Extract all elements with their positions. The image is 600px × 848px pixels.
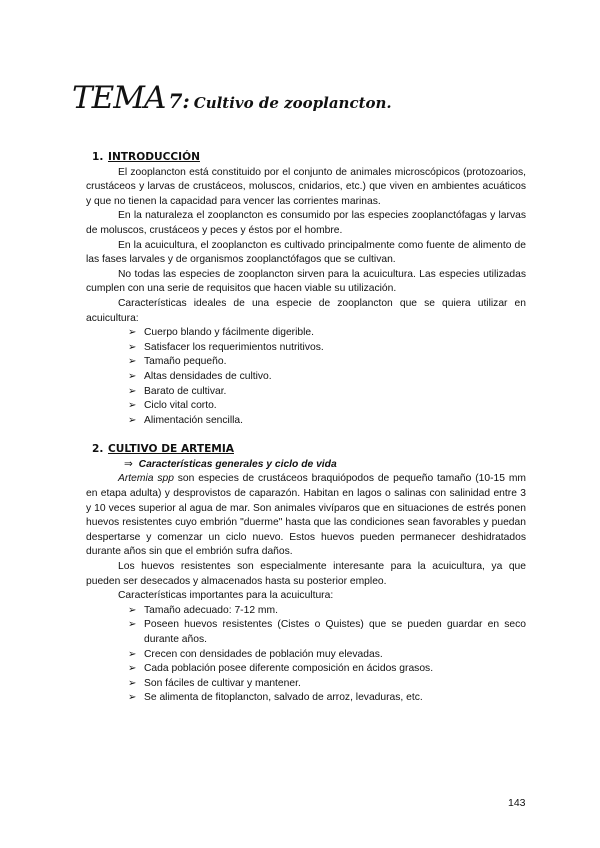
list-item: ➢ Tamaño adecuado: 7-12 mm.: [128, 604, 526, 619]
arrowhead-icon: ➢: [128, 677, 137, 689]
section-1-title: INTRODUCCIÓN: [108, 151, 200, 163]
paragraph: Los huevos resistentes son especialmente interesante para la acuicultura, ya que pueden ser desecados y almacenados hasta su posterior empleo.: [86, 561, 526, 587]
list-item: ➢ Se alimenta de fitoplancton, salvado de arroz, levaduras, etc.: [128, 691, 526, 706]
arrowhead-icon: ➢: [128, 370, 137, 382]
arrowhead-icon: ➢: [128, 619, 137, 631]
page-title: [72, 80, 392, 116]
title-subtitle: Cultivo de zooplancton.: [193, 94, 392, 112]
section-2-heading: [92, 442, 526, 457]
title-main: TEMA: [72, 80, 166, 116]
species-name: Artemia spp: [118, 473, 174, 485]
list-item: ➢ Cuerpo blando y fácilmente digerible.: [128, 326, 526, 341]
arrowhead-icon: ➢: [128, 356, 137, 368]
paragraph: Características ideales de una especie de zooplancton que se quiera utilizar en acuicultura:: [86, 297, 526, 324]
list-item: ➢ Poseen huevos resistentes (Cistes o Quistes) que se pueden guardar en seco durante años.: [128, 619, 526, 645]
arrowhead-icon: ➢: [128, 414, 137, 426]
document-body: [86, 150, 526, 706]
list-item: ➢ Altas densidades de cultivo.: [128, 370, 526, 385]
page-number: 143: [508, 797, 526, 809]
arrowhead-icon: ➢: [128, 400, 137, 412]
list-item: ➢ Barato de cultivar.: [128, 385, 526, 400]
subsection-heading: [86, 458, 526, 473]
double-arrow-icon: ⇒: [124, 458, 133, 470]
list-item: ➢ Son fáciles de cultivar y mantener.: [128, 677, 526, 692]
list-item: ➢ Satisfacer los requerimientos nutritivos.: [128, 341, 526, 356]
arrowhead-icon: ➢: [128, 327, 137, 339]
list-item: ➢ Tamaño pequeño.: [128, 355, 526, 370]
list-item: ➢ Ciclo vital corto.: [128, 399, 526, 414]
section-2-title: CULTIVO DE ARTEMIA: [108, 443, 234, 456]
list-item: ➢ Cada población posee diferente composición en ácidos grasos.: [128, 662, 526, 677]
arrowhead-icon: ➢: [128, 663, 137, 675]
list-item: ➢ Crecen con densidades de población muy elevadas.: [128, 648, 526, 663]
artemia-characteristics-list: [86, 604, 526, 706]
arrowhead-icon: ➢: [128, 692, 137, 704]
section-1-number: 1.: [92, 151, 104, 163]
paragraph: En la naturaleza el zooplancton es consumido por las especies zooplanctófagas y larvas de moluscos, crustáceos y peces y éstos por el hombre.: [86, 210, 526, 236]
paragraph: En la acuicultura, el zooplancton es cultivado principalmente como fuente de alimento de las fases larvales y de organismos zooplanctófagos que se cultivan.: [86, 239, 526, 266]
arrowhead-icon: ➢: [128, 648, 137, 660]
list-item: ➢ Alimentación sencilla.: [128, 414, 526, 429]
section-2-number: 2.: [92, 443, 104, 456]
title-number: 7:: [168, 89, 190, 113]
paragraph: El zooplancton está constituido por el conjunto de animales microscópicos (protozoarios, crustáceos y larvas de crustáceos, moluscos, cnidarios, etc.) que viven en ambientes acuáticos y que no tienen la capacidad para vencer las corrientes marinas.: [86, 166, 526, 207]
paragraph: Características importantes para la acuicultura:: [118, 590, 334, 602]
paragraph: Artemia spp son especies de crustáceos braquiópodos de pequeño tamaño (10-15 mm en etapa adulta) y desprovistos de caparazón. Habitan en lagos o salinas con salinidad entre 3 y 10 veces superior al agua de mar. Son animales vivíparos que en situaciones de estrés ponen huevos resistentes cuyo embrión "duerme" hasta que las condiciones sean favorables y puedan despertarse y comenzar un ciclo nuevo. Estos huevos pueden permanecer deshidratados durante años sin que el embrión sufra daños.: [86, 473, 526, 558]
arrowhead-icon: ➢: [128, 604, 137, 616]
arrowhead-icon: ➢: [128, 385, 137, 397]
subsection-title: Características generales y ciclo de vida: [138, 458, 337, 470]
section-1-heading: [92, 150, 526, 165]
ideal-characteristics-list: [86, 326, 526, 428]
paragraph: No todas las especies de zooplancton sirven para la acuicultura. Las especies utilizadas cumplen con una serie de requisitos que hacen viable su utilización.: [86, 268, 526, 295]
arrowhead-icon: ➢: [128, 341, 137, 353]
